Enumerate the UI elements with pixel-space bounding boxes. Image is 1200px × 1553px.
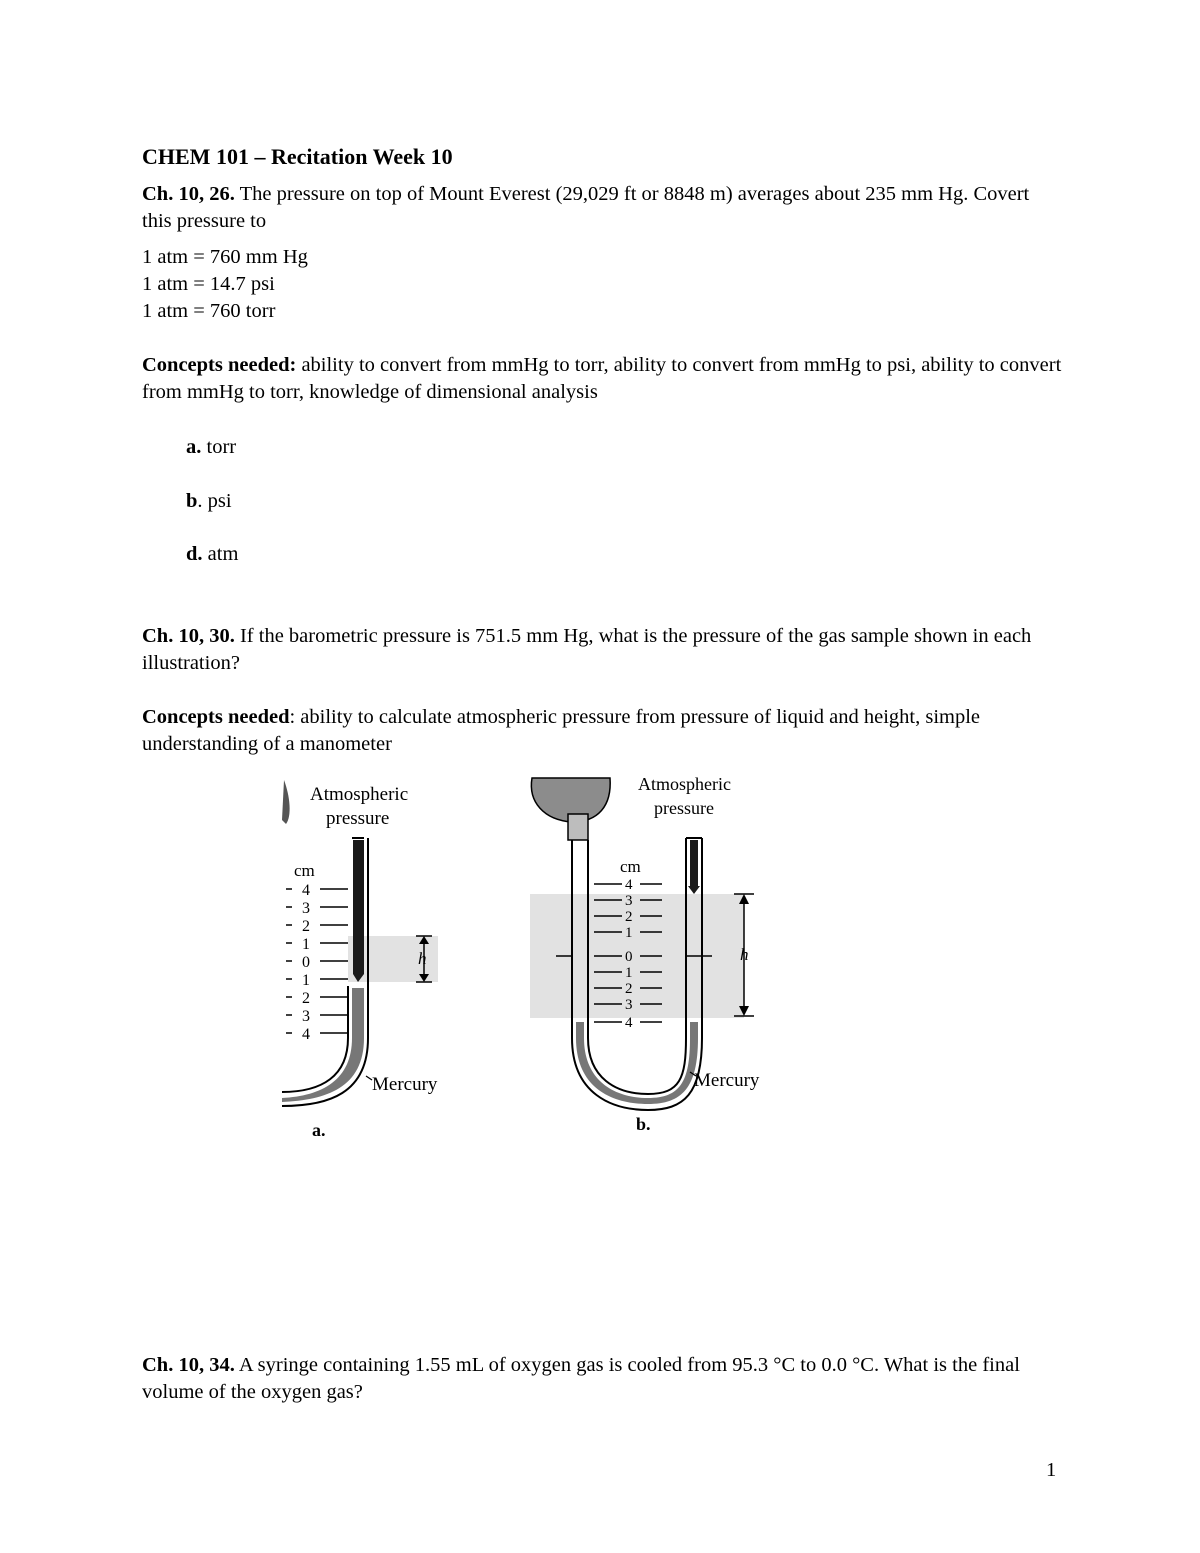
pressure-label-a: pressure [326, 808, 390, 829]
page-number: 1 [1046, 1459, 1057, 1481]
pressure-label-b: pressure [654, 798, 714, 818]
concepts-needed-30 [142, 704, 1062, 758]
question-text: A syringe containing 1.55 mL of oxygen gas is cooled from 95.3 °C to 0.0 °C. What is the final volume of the oxygen gas? [142, 1354, 1020, 1403]
conversion-item: 1 atm = 760 torr [142, 300, 276, 322]
tick-label: 1 [625, 965, 633, 981]
option-b [186, 488, 232, 515]
mercury-label-a: Mercury [372, 1074, 438, 1095]
option-text: atm [202, 543, 239, 565]
tick-label: 3 [625, 893, 633, 909]
tick-label: 3 [625, 997, 633, 1013]
question-34 [142, 1352, 1062, 1406]
question-30 [142, 623, 1062, 677]
option-d [186, 541, 238, 568]
option-letter: d. [186, 543, 203, 565]
tick-label: 2 [625, 981, 633, 997]
mercury-u-b [576, 1022, 698, 1104]
tick-label: 4 [302, 882, 310, 899]
concepts-needed-26 [142, 352, 1062, 406]
tick-label: 2 [625, 909, 633, 925]
figure-caption-a: a. [312, 1120, 326, 1140]
gas-bulb-a [282, 780, 290, 824]
tick-label: 4 [625, 877, 633, 893]
question-ref: Ch. 10, 34. [142, 1354, 235, 1376]
tick-label: 2 [302, 918, 310, 935]
atmospheric-label-b: Atmospheric [638, 776, 731, 794]
manometer-figure [282, 776, 788, 1156]
mercury-column-a [353, 840, 364, 974]
tick-label: 3 [302, 900, 310, 917]
tick-label: 1 [302, 972, 310, 989]
question-ref: Ch. 10, 30. [142, 625, 235, 647]
question-ref: Ch. 10, 26. [142, 183, 235, 205]
tick-label: 2 [302, 990, 310, 1007]
option-text: . psi [197, 490, 232, 512]
tick-label: 4 [625, 1015, 633, 1031]
concepts-label: Concepts needed: [142, 354, 297, 376]
cm-unit-b: cm [620, 857, 641, 876]
scale-a [302, 882, 310, 1043]
tick-label: 1 [302, 936, 310, 953]
concepts-text: : ability to calculate atmospheric pressure from pressure of liquid and height, simple understanding of a manometer [142, 706, 981, 755]
option-letter: a. [186, 436, 202, 458]
tick-label: 0 [302, 954, 310, 971]
figure-caption-b: b. [636, 1114, 651, 1134]
manometer-a [282, 780, 438, 1140]
question-text: The pressure on top of Mount Everest (29,029 ft or 8848 m) averages about 235 mm Hg. Covert this pressure to [142, 183, 1030, 232]
question-26 [142, 181, 1062, 235]
scale-b [625, 877, 633, 1031]
conversion-item: 1 atm = 14.7 psi [142, 273, 275, 295]
tick-label: 0 [625, 949, 633, 965]
manometer-b [530, 776, 760, 1134]
mercury-label-b: Mercury [694, 1070, 760, 1091]
option-letter: b [186, 490, 198, 512]
concepts-text: ability to convert from mmHg to torr, ability to convert from mmHg to psi, ability to convert from mmHg to torr, knowledge of dimensional analysis [142, 354, 1062, 403]
atmospheric-label-a: Atmospheric [310, 784, 409, 805]
concepts-label: Concepts needed [142, 706, 290, 728]
cm-unit-a: cm [294, 861, 315, 880]
option-a [186, 434, 236, 461]
conversion-list [142, 244, 1062, 325]
mercury-column-b [690, 840, 698, 886]
conversion-item: 1 atm = 760 mm Hg [142, 246, 308, 268]
tick-label: 4 [302, 1026, 310, 1043]
tick-label: 3 [302, 1008, 310, 1025]
question-text: If the barometric pressure is 751.5 mm Hg, what is the pressure of the gas sample shown in each illustration? [142, 625, 1032, 674]
option-text: torr [201, 436, 237, 458]
height-label-a: h [418, 949, 427, 968]
page-title: CHEM 101 – Recitation Week 10 [142, 144, 453, 169]
height-label-b: h [740, 945, 749, 964]
tick-label: 1 [625, 925, 633, 941]
